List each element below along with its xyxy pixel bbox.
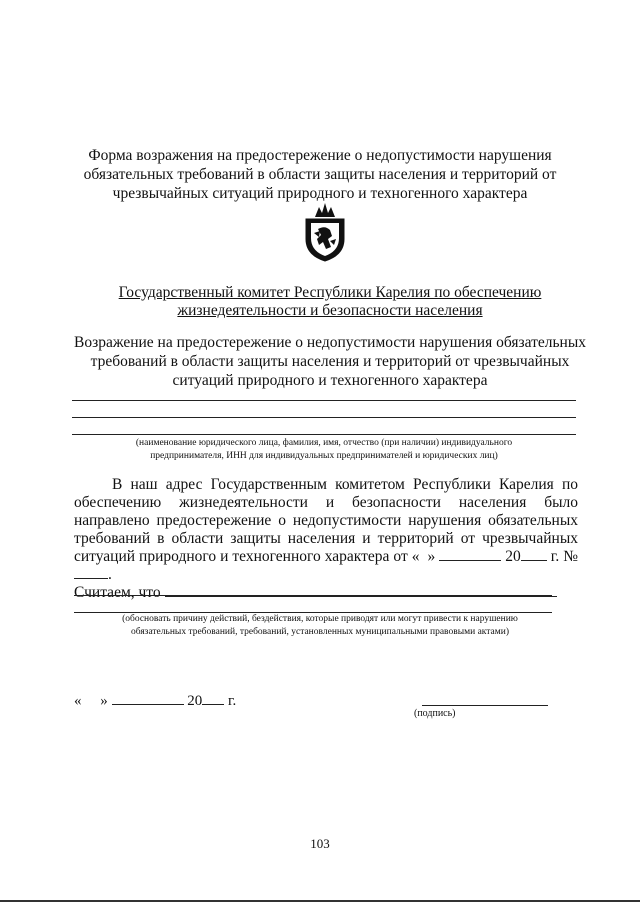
body-paragraph: В наш адрес Государственным комитетом Республики Карелия по обеспечению жизнедеятельности и безопасности населения было направлено предостережение о недопустимости нарушения обязательных требований в области защиты населения и территорий от чрезвычайных ситуаций природного и техногенного характера от	[74, 476, 578, 565]
reason-note	[72, 613, 568, 639]
footer-date	[74, 692, 236, 710]
considering-label: Считаем, что	[74, 584, 161, 601]
page-number: 103	[310, 836, 330, 851]
applicant-line-3[interactable]	[72, 434, 576, 435]
signature-line[interactable]	[422, 705, 548, 706]
applicant-line-2[interactable]	[72, 417, 576, 418]
year-suffix: г. №	[550, 548, 578, 565]
footer-year-prefix: 20	[187, 693, 203, 709]
org-name-line2: жизнедеятельности и безопасности населения	[177, 302, 483, 319]
scan-edge	[0, 900, 640, 902]
form-title: Форма возражения на предостережение о недопустимости нарушения обязательных требований в области защиты населения и территорий от чрезвычайных ситуаций природного и техногенного характера	[83, 147, 557, 202]
date-year-field[interactable]	[521, 548, 547, 561]
year-prefix: 20	[505, 548, 521, 565]
document-number-field[interactable]	[74, 566, 108, 579]
karelia-coat-of-arms-icon	[302, 203, 348, 263]
reason-note-line1: (обосновать причину действий, бездействия, которые приводят или могут привести к нарушению	[122, 614, 518, 624]
date-close-quote: »	[427, 548, 436, 565]
footer-year-suffix: г.	[228, 693, 237, 709]
date-open-quote: «	[411, 548, 420, 565]
org-name-line1: Государственный комитет Республики Карелия по обеспечению	[118, 284, 542, 301]
footer-close-quote: »	[100, 693, 108, 709]
objection-body: В наш адрес Государственным комитетом Республики Карелия по обеспечению жизнедеятельности и безопасности населения было направлено предостережение о недопустимости нарушения обязательных требований в области защиты населения и территорий от чрезвычайных ситуаций природного и техногенного характера от « » 20 г. № . Считаем, что	[74, 476, 578, 601]
reason-line-1[interactable]	[74, 595, 552, 596]
signature-label: (подпись)	[414, 708, 456, 719]
date-month-field[interactable]	[439, 548, 501, 561]
applicant-note-line1: (наименование юридического лица, фамилия, имя, отчество (при наличии) индивидуального	[135, 438, 513, 448]
objection-title: Возражение на предостережение о недопустимости нарушения обязательных требований в области защиты населения и территорий от чрезвычайных ситуаций природного и техногенного характера	[73, 334, 587, 389]
footer-month-field[interactable]	[112, 692, 184, 705]
organization-name	[70, 284, 590, 320]
applicant-note	[72, 437, 576, 463]
applicant-note-line2: предпринимателя, ИНН для индивидуальных предпринимателей и юридических лиц)	[150, 451, 498, 461]
footer-open-quote: «	[74, 693, 82, 709]
footer-year-field[interactable]	[202, 692, 224, 705]
reason-note-line2: обязательных требований, требований, установленных муниципальными правовыми актами)	[130, 627, 510, 637]
applicant-line-1[interactable]	[72, 400, 576, 401]
